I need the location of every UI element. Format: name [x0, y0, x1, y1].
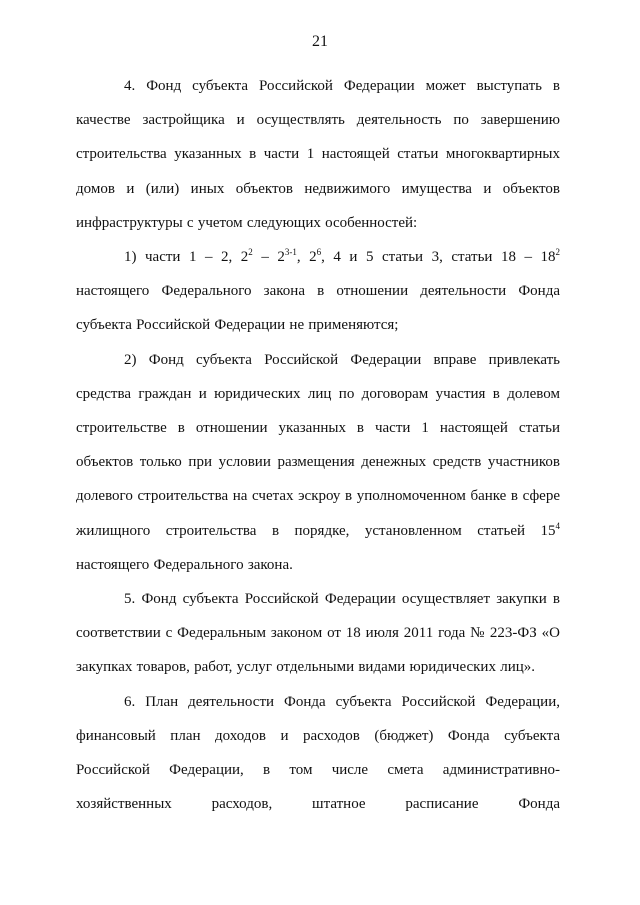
paragraph-4-item-1 — [76, 240, 560, 343]
superscript: 2 — [248, 247, 253, 258]
superscript: 6 — [316, 247, 322, 258]
paragraph-4: 4. Фонд субъекта Российской Федерации может выступать в качестве застройщика и осуществлять деятельность по завершению строительства указанных в части 1 настоящей статьи многоквартирных домов и (или) иных объектов недвижимого имущества и объектов инфраструктуры с учетом следующих особенностей: — [76, 78, 560, 231]
text-run: , 2 — [296, 249, 317, 266]
paragraph-5: 5. Фонд субъекта Российской Федерации осуществляет закупки в соответствии с Федеральным законом от 18 июля 2011 года № 223-ФЗ «О закупках товаров, работ, услуг отдельными видами юридических лиц». — [76, 591, 560, 676]
superscript: 4 — [555, 520, 560, 531]
text-run: настоящего Федерального закона. — [76, 556, 293, 573]
paragraph-6: 6. План деятельности Фонда субъекта Российской Федерации, финансовый план доходов и расходов (бюджет) Фонда субъекта Российской Федерации, в том числе смета административно-хозяйственных расходов, штатное расписание Фонда — [76, 693, 560, 813]
superscript: 2 — [555, 247, 561, 258]
text-run: , 4 и 5 статьи 3, статьи 18 – 18 — [321, 249, 556, 266]
paragraph-4-item-2 — [76, 343, 560, 582]
text-run: – 2 — [252, 249, 285, 266]
text-run: настоящего Федерального закона в отношении деятельности Фонда субъекта Российской Федерации не применяются; — [76, 283, 560, 334]
document-body — [76, 69, 560, 821]
text-run: 2) Фонд субъекта Российской Федерации вправе привлекать средства граждан и юридических лиц по договорам участия в долевом строительстве в отношении указанных в части 1 настоящей статьи объектов только при условии размещения денежных средств участников долевого строительства на счетах эскроу в уполномоченном банке в сфере жилищного строительства в порядке, установленном статьей 15 — [76, 351, 560, 539]
text-run: 1) части 1 – 2, 2 — [124, 249, 249, 266]
superscript: 3-1 — [284, 247, 297, 258]
page-number: 21 — [312, 33, 328, 50]
